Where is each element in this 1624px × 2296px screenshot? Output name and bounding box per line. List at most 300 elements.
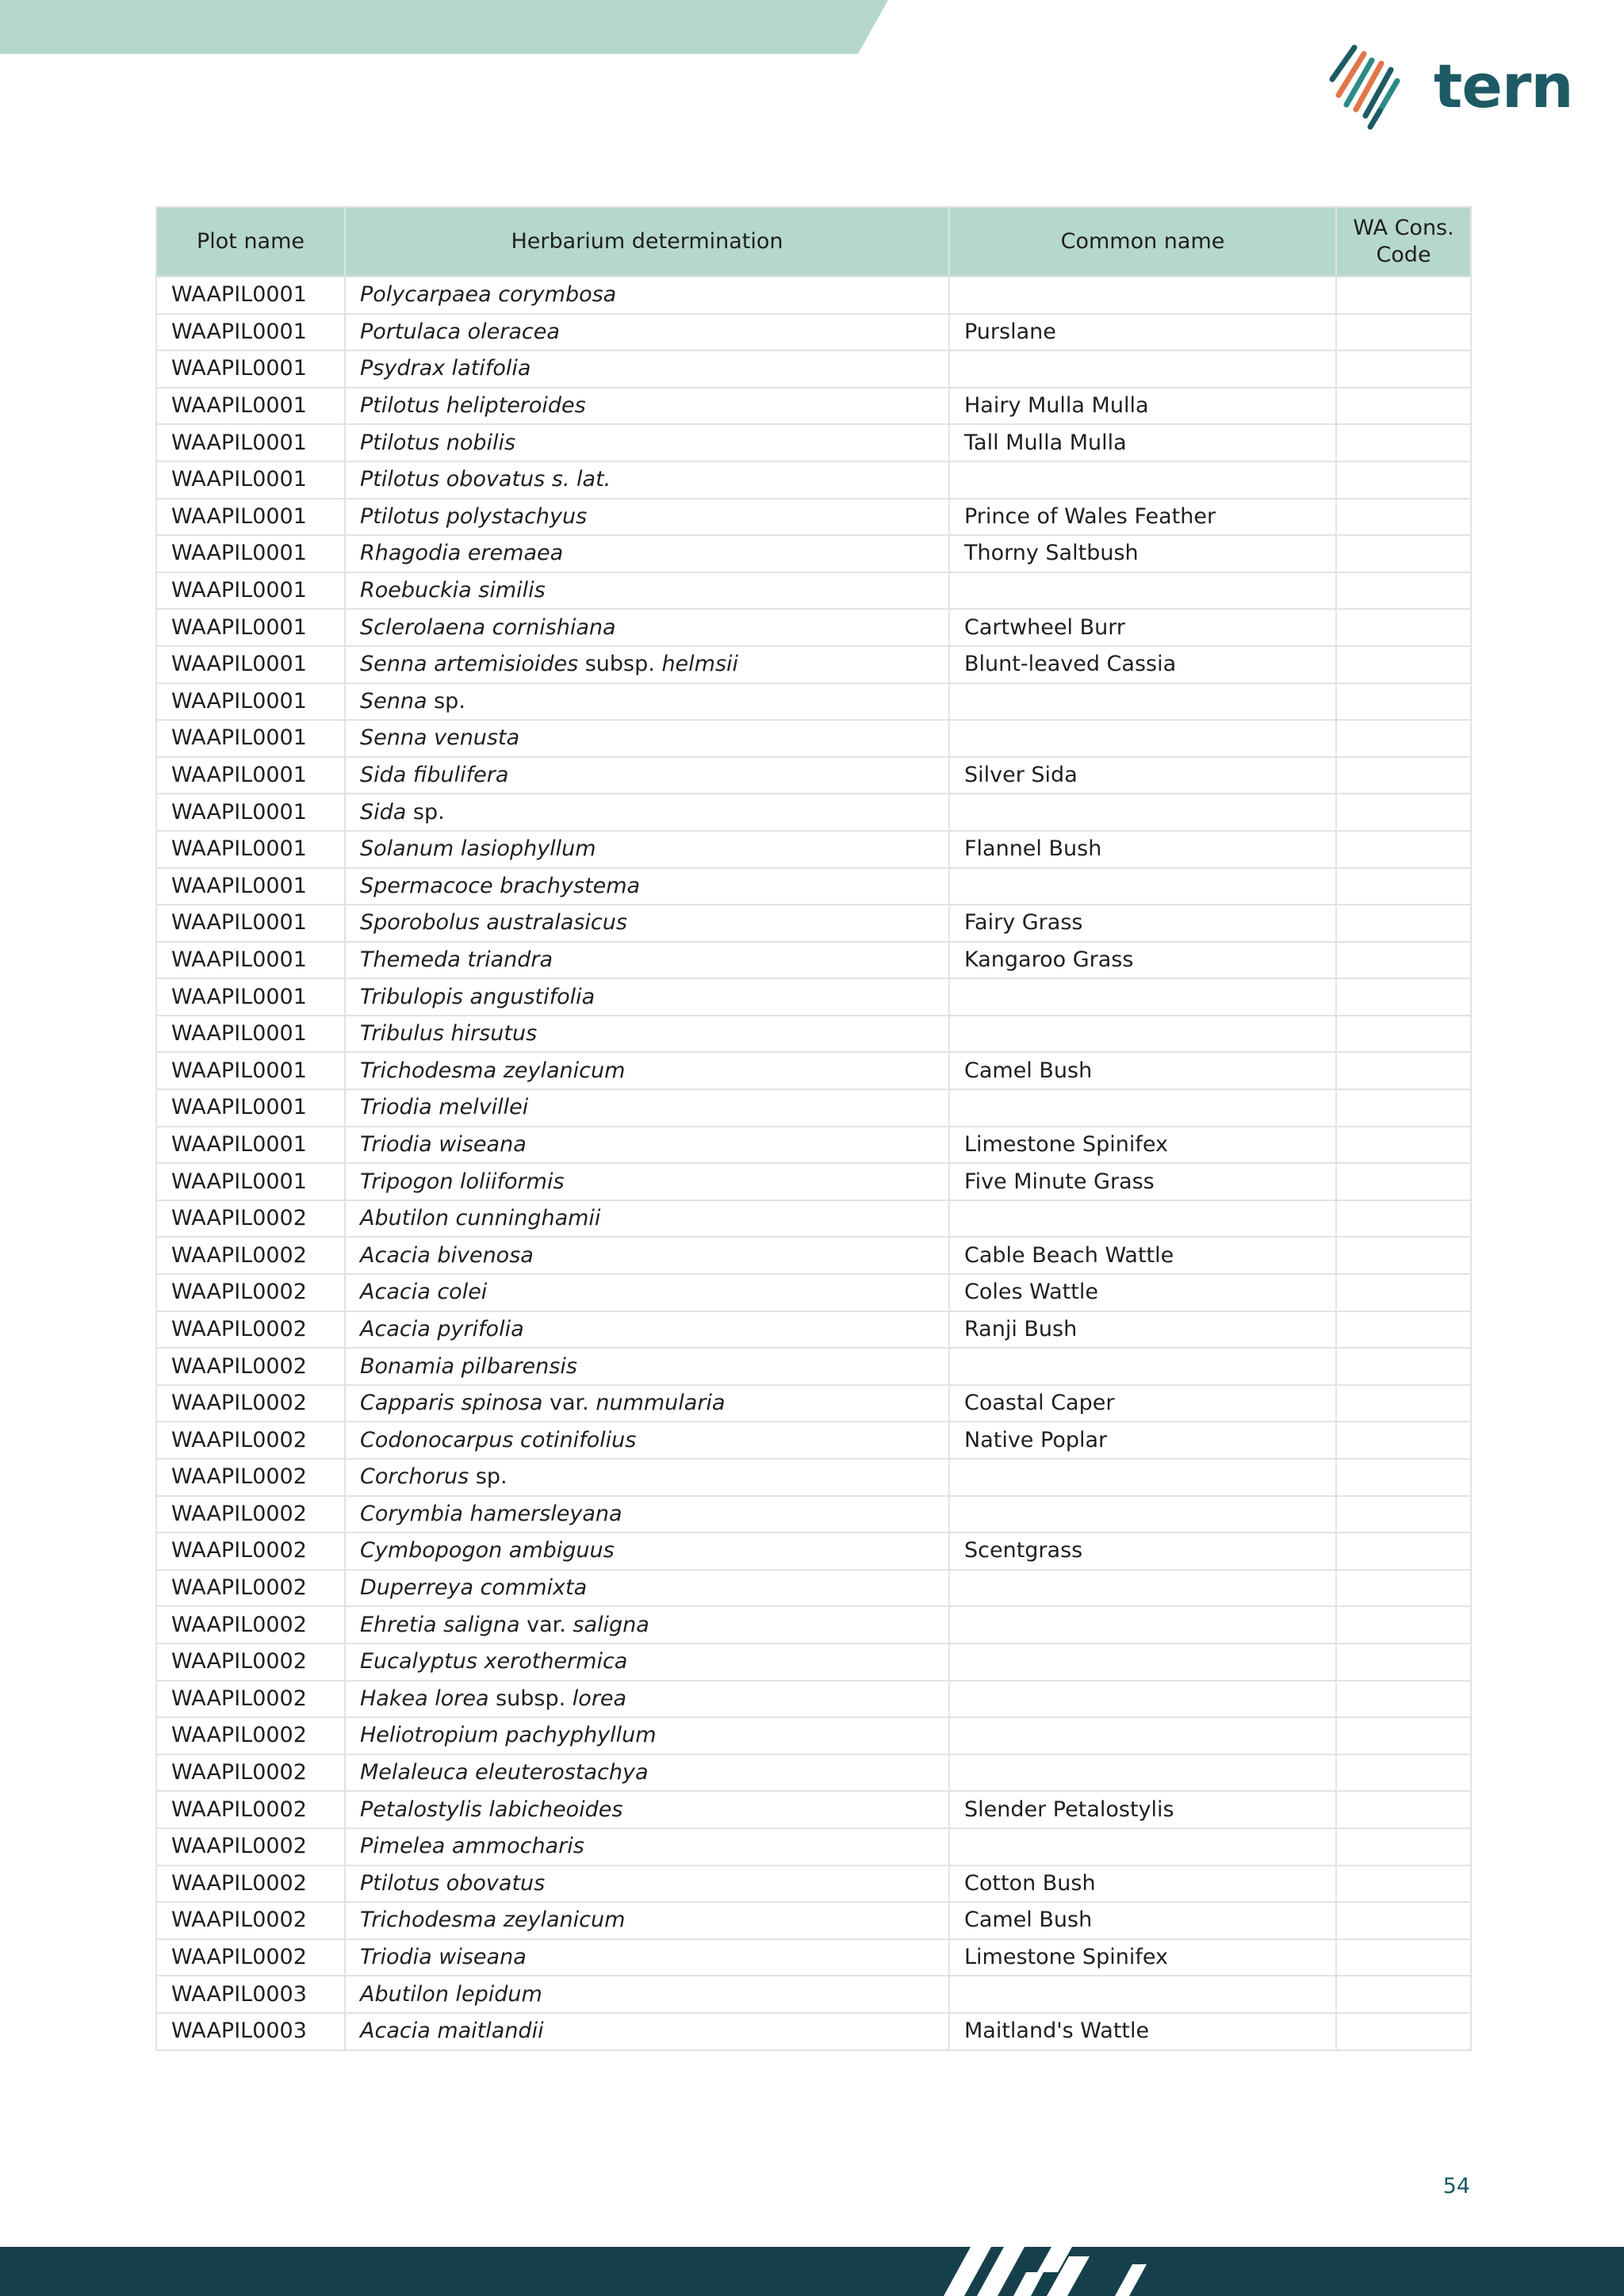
wa-cons-code-cell [1336,1644,1471,1681]
plot-name-cell: WAAPIL0001 [156,831,345,868]
table-row [156,683,1471,721]
table-row [156,978,1471,1016]
plot-name-cell: WAAPIL0002 [156,1791,345,1828]
plot-name-cell: WAAPIL0002 [156,1717,345,1755]
wa-cons-code-cell [1336,942,1471,979]
herbarium-determination-cell [345,535,949,572]
herbarium-determination-cell [345,942,949,979]
taxon-name-italic: Sida [360,799,407,825]
decorative-stripes-icon [928,2241,1166,2296]
table-row [156,1570,1471,1607]
herbarium-determination-cell [345,1200,949,1238]
taxon-name-italic: Trichodesma zeylanicum [360,1058,626,1083]
table-row [156,1828,1471,1866]
common-name-cell: Five Minute Grass [949,1163,1336,1200]
wa-cons-code-cell [1336,831,1471,868]
wa-cons-code-cell [1336,350,1471,388]
table-row [156,1422,1471,1459]
wa-cons-code-cell [1336,1791,1471,1828]
common-name-cell [949,572,1336,610]
common-name-cell [949,1570,1336,1607]
plot-name-cell: WAAPIL0002 [156,1828,345,1866]
common-name-cell [949,461,1336,499]
common-name-cell [949,1089,1336,1127]
common-name-cell: Purslane [949,314,1336,351]
wa-cons-code-cell [1336,757,1471,794]
common-name-cell [949,1717,1336,1755]
taxon-name-italic: Cymbopogon ambiguus [360,1538,615,1563]
table-row [156,868,1471,905]
footer-band [0,2247,1624,2296]
wa-cons-code-cell [1336,1348,1471,1385]
table-row [156,1163,1471,1200]
table-row [156,572,1471,610]
taxon-name-italic: Acacia maitlandii [360,2019,544,2044]
herbarium-determination-cell [345,1791,949,1828]
common-name-cell [949,1606,1336,1644]
herbarium-determination-cell [345,277,949,314]
plot-name-cell: WAAPIL0001 [156,1127,345,1164]
herbarium-determination-cell [345,1644,949,1681]
table-row [156,1237,1471,1274]
plot-name-cell: WAAPIL0002 [156,1939,345,1976]
common-name-cell: Fairy Grass [949,905,1336,942]
table-row [156,794,1471,831]
wa-cons-code-cell [1336,1200,1471,1238]
herbarium-determination-cell [345,350,949,388]
taxon-name-italic: saligna [573,1612,649,1637]
common-name-cell [949,350,1336,388]
taxon-name-italic: Codonocarpus cotinifolius [360,1427,637,1452]
plot-name-cell: WAAPIL0001 [156,609,345,646]
plot-name-cell: WAAPIL0002 [156,1459,345,1496]
wa-cons-code-cell [1336,1163,1471,1200]
taxon-name-italic: Acacia bivenosa [360,1242,534,1268]
plot-name-cell: WAAPIL0001 [156,499,345,536]
wa-cons-code-cell [1336,388,1471,425]
plot-name-cell: WAAPIL0002 [156,1385,345,1422]
plot-name-cell: WAAPIL0002 [156,1200,345,1238]
wa-cons-code-cell [1336,424,1471,461]
taxon-name-italic: Senna [360,688,427,714]
table-row [156,1200,1471,1238]
plot-name-cell: WAAPIL0001 [156,424,345,461]
herbarium-determination-cell [345,1533,949,1570]
plot-name-cell: WAAPIL0001 [156,277,345,314]
herbarium-determination-cell [345,1422,949,1459]
herbarium-determination-cell [345,1828,949,1866]
herbarium-determination-cell [345,1459,949,1496]
taxon-name-italic: Corchorus [360,1464,469,1490]
common-name-cell: Ranji Bush [949,1311,1336,1349]
taxon-rank-text: sp. [406,799,445,825]
plot-name-cell: WAAPIL0001 [156,461,345,499]
plot-name-cell: WAAPIL0001 [156,905,345,942]
common-name-cell [949,1200,1336,1238]
common-name-cell: Prince of Wales Feather [949,499,1336,536]
common-name-cell: Flannel Bush [949,831,1336,868]
common-name-cell [949,1828,1336,1866]
table-row [156,1644,1471,1681]
table-row [156,461,1471,499]
herbarium-determination-cell [345,720,949,757]
wa-cons-code-cell [1336,646,1471,683]
wa-cons-code-cell [1336,2013,1471,2050]
wa-cons-code-cell [1336,1570,1471,1607]
common-name-cell: Scentgrass [949,1533,1336,1570]
taxon-name-italic: Triodia melvillei [360,1095,529,1120]
table-row [156,388,1471,425]
header-accent-band [0,0,888,54]
table-row [156,1348,1471,1385]
taxon-name-italic: Sida fibulifera [360,763,509,788]
taxon-name-italic: Polycarpaea corymbosa [360,282,617,308]
taxon-name-italic: Tribulopis angustifolia [360,984,596,1009]
table-row [156,1681,1471,1718]
common-name-cell: Silver Sida [949,757,1336,794]
herbarium-determination-cell [345,499,949,536]
taxon-rank-text: sp. [469,1464,508,1490]
common-name-cell: Blunt-leaved Cassia [949,646,1336,683]
table-row [156,757,1471,794]
plot-name-cell: WAAPIL0001 [156,1016,345,1053]
taxon-name-italic: Trichodesma zeylanicum [360,1908,626,1933]
table-row [156,1902,1471,1939]
taxon-name-italic: Ptilotus helipteroides [360,393,586,419]
taxon-name-italic: Ptilotus polystachyus [360,503,588,529]
wa-cons-code-cell [1336,1311,1471,1349]
taxon-name-italic: Petalostylis labicheoides [360,1797,623,1822]
taxon-rank-text: subsp. [578,652,662,677]
taxon-name-italic: Bonamia pilbarensis [360,1353,577,1379]
wa-cons-code-cell [1336,720,1471,757]
taxon-rank-text: var. [519,1612,573,1637]
column-header-plot-name: Plot name [156,207,345,277]
table-row [156,1274,1471,1311]
table-row [156,1496,1471,1533]
plot-name-cell: WAAPIL0001 [156,1089,345,1127]
herbarium-determination-cell [345,1606,949,1644]
plot-name-cell: WAAPIL0001 [156,646,345,683]
wa-cons-code-cell [1336,868,1471,905]
plot-name-cell: WAAPIL0002 [156,1570,345,1607]
taxon-rank-text: subsp. [488,1686,573,1711]
table-row [156,350,1471,388]
wa-cons-code-cell [1336,1606,1471,1644]
table-row [156,277,1471,314]
plot-name-cell: WAAPIL0002 [156,1496,345,1533]
taxon-rank-text: var. [542,1391,596,1416]
taxon-name-italic: Rhagodia eremaea [360,541,564,566]
common-name-cell: Limestone Spinifex [949,1939,1336,1976]
common-name-cell: Kangaroo Grass [949,942,1336,979]
herbarium-determination-cell [345,1902,949,1939]
herbarium-determination-cell [345,978,949,1016]
taxon-name-italic: Abutilon lepidum [360,1981,542,2007]
herbarium-determination-cell [345,388,949,425]
plot-name-cell: WAAPIL0001 [156,683,345,721]
taxon-name-italic: Triodia wiseana [360,1945,527,1970]
taxon-name-italic: Ehretia saligna [360,1612,520,1637]
common-name-cell [949,1496,1336,1533]
common-name-cell [949,1016,1336,1053]
wa-cons-code-cell [1336,1089,1471,1127]
taxon-name-italic: Sclerolaena cornishiana [360,614,616,640]
herbarium-determination-cell [345,1348,949,1385]
taxon-name-italic: Roebuckia similis [360,578,546,603]
common-name-cell: Limestone Spinifex [949,1127,1336,1164]
common-name-cell [949,794,1336,831]
taxon-name-italic: Ptilotus nobilis [360,430,516,455]
taxon-name-italic: Heliotropium pachyphyllum [360,1723,657,1748]
table-row [156,1939,1471,1976]
plot-name-cell: WAAPIL0003 [156,2013,345,2050]
common-name-cell [949,978,1336,1016]
plot-name-cell: WAAPIL0001 [156,794,345,831]
common-name-cell [949,868,1336,905]
plot-name-cell: WAAPIL0001 [156,868,345,905]
taxon-rank-text: sp. [427,688,465,714]
herbarium-determination-cell [345,1939,949,1976]
plot-name-cell: WAAPIL0001 [156,572,345,610]
plot-name-cell: WAAPIL0001 [156,388,345,425]
herbarium-determination-cell [345,1717,949,1755]
taxon-name-italic: lorea [572,1686,627,1711]
common-name-cell [949,683,1336,721]
table-row [156,314,1471,351]
common-name-cell: Cartwheel Burr [949,609,1336,646]
table-row [156,646,1471,683]
common-name-cell: Thorny Saltbush [949,535,1336,572]
plot-name-cell: WAAPIL0001 [156,978,345,1016]
taxon-name-italic: Hakea lorea [360,1686,489,1711]
page-number: 54 [1442,2174,1470,2198]
wa-cons-code-cell [1336,794,1471,831]
herbarium-determination-cell [345,868,949,905]
taxon-name-italic: Tribulus hirsutus [360,1021,538,1047]
herbarium-determination-cell [345,2013,949,2050]
taxon-name-italic: Solanum lasiophyllum [360,836,596,862]
plot-name-cell: WAAPIL0002 [156,1422,345,1459]
herbarium-determination-cell [345,646,949,683]
herbarium-determination-cell [345,424,949,461]
table-row [156,609,1471,646]
common-name-cell [949,1976,1336,2013]
wa-cons-code-cell [1336,1976,1471,2013]
table-row [156,1052,1471,1089]
wa-cons-code-cell [1336,1496,1471,1533]
herbarium-determination-cell [345,1866,949,1903]
wa-cons-code-cell [1336,1127,1471,1164]
wa-cons-code-cell [1336,1274,1471,1311]
wa-cons-code-cell [1336,277,1471,314]
common-name-cell [949,1681,1336,1718]
common-name-cell [949,1644,1336,1681]
species-table [155,206,1472,2051]
wa-cons-code-cell [1336,461,1471,499]
herbarium-determination-cell [345,1755,949,1792]
herbarium-determination-cell [345,1052,949,1089]
plot-name-cell: WAAPIL0002 [156,1533,345,1570]
plot-name-cell: WAAPIL0001 [156,720,345,757]
wa-cons-code-cell [1336,1052,1471,1089]
plot-name-cell: WAAPIL0001 [156,1052,345,1089]
herbarium-determination-cell [345,757,949,794]
plot-name-cell: WAAPIL0002 [156,1902,345,1939]
column-header-common-name: Common name [949,207,1336,277]
taxon-name-italic: Senna artemisioides [360,652,579,677]
taxon-name-italic: helmsii [661,652,739,677]
table-row [156,424,1471,461]
herbarium-determination-cell [345,1163,949,1200]
herbarium-determination-cell [345,1681,949,1718]
common-name-cell: Cable Beach Wattle [949,1237,1336,1274]
herbarium-determination-cell [345,1274,949,1311]
table-row [156,905,1471,942]
taxon-name-italic: Spermacoce brachystema [360,873,641,898]
herbarium-determination-cell [345,1127,949,1164]
table-row [156,2013,1471,2050]
wa-cons-code-cell [1336,905,1471,942]
wa-cons-code-cell [1336,572,1471,610]
taxon-name-italic: Duperreya commixta [360,1575,588,1601]
herbarium-determination-cell [345,1496,949,1533]
herbarium-determination-cell [345,905,949,942]
common-name-cell [949,720,1336,757]
herbarium-determination-cell [345,1089,949,1127]
wa-cons-code-cell [1336,1717,1471,1755]
wa-cons-code-cell [1336,499,1471,536]
table-row [156,1791,1471,1828]
wa-cons-code-cell [1336,1902,1471,1939]
wa-cons-code-cell [1336,1422,1471,1459]
plot-name-cell: WAAPIL0003 [156,1976,345,2013]
table-row [156,1385,1471,1422]
table-row [156,720,1471,757]
herbarium-determination-cell [345,683,949,721]
table-row [156,1089,1471,1127]
plot-name-cell: WAAPIL0001 [156,942,345,979]
table-row [156,1311,1471,1349]
table-row [156,1866,1471,1903]
wa-cons-code-cell [1336,1459,1471,1496]
table-row [156,1606,1471,1644]
table-row [156,499,1471,536]
plot-name-cell: WAAPIL0002 [156,1348,345,1385]
common-name-cell: Maitland's Wattle [949,2013,1336,2050]
taxon-name-italic: Portulaca oleracea [360,319,560,344]
table-row [156,831,1471,868]
taxon-name-italic: Corymbia hamersleyana [360,1501,622,1526]
taxon-name-italic: Sporobolus australasicus [360,910,627,936]
common-name-cell: Native Poplar [949,1422,1336,1459]
plot-name-cell: WAAPIL0001 [156,350,345,388]
common-name-cell [949,1755,1336,1792]
table-row [156,1717,1471,1755]
common-name-cell: Camel Bush [949,1902,1336,1939]
table-row [156,1755,1471,1792]
wa-cons-code-cell [1336,535,1471,572]
common-name-cell [949,1459,1336,1496]
plot-name-cell: WAAPIL0002 [156,1644,345,1681]
common-name-cell: Cotton Bush [949,1866,1336,1903]
wa-cons-code-cell [1336,1755,1471,1792]
taxon-name-italic: Tripogon loliiformis [360,1169,565,1194]
common-name-cell: Hairy Mulla Mulla [949,388,1336,425]
herbarium-determination-cell [345,1570,949,1607]
taxon-name-italic: Themeda triandra [360,947,553,972]
wa-cons-code-cell [1336,609,1471,646]
taxon-name-italic: nummularia [596,1391,726,1416]
plot-name-cell: WAAPIL0002 [156,1866,345,1903]
tern-logo-text: tern [1434,51,1573,121]
taxon-name-italic: Ptilotus obovatus [360,1870,546,1896]
herbarium-determination-cell [345,1385,949,1422]
wa-cons-code-cell [1336,1385,1471,1422]
table-row [156,1016,1471,1053]
wa-cons-code-cell [1336,683,1471,721]
wa-cons-code-cell [1336,314,1471,351]
plot-name-cell: WAAPIL0002 [156,1237,345,1274]
wa-cons-code-cell [1336,1828,1471,1866]
wa-cons-code-cell [1336,1016,1471,1053]
common-name-cell [949,1348,1336,1385]
taxon-name-italic: Ptilotus obovatus s. lat. [360,467,611,492]
plot-name-cell: WAAPIL0002 [156,1606,345,1644]
wa-cons-code-cell [1336,1866,1471,1903]
plot-name-cell: WAAPIL0002 [156,1681,345,1718]
herbarium-determination-cell [345,461,949,499]
table-row [156,1976,1471,2013]
wa-cons-code-cell [1336,978,1471,1016]
herbarium-determination-cell [345,609,949,646]
plot-name-cell: WAAPIL0002 [156,1311,345,1349]
taxon-name-italic: Capparis spinosa [360,1391,543,1416]
common-name-cell: Slender Petalostylis [949,1791,1336,1828]
wa-cons-code-cell [1336,1533,1471,1570]
plot-name-cell: WAAPIL0001 [156,757,345,794]
herbarium-determination-cell [345,314,949,351]
herbarium-determination-cell [345,1016,949,1053]
column-header-wa-cons-code: WA Cons. Code [1336,207,1471,277]
herbarium-determination-cell [345,1237,949,1274]
taxon-name-italic: Triodia wiseana [360,1131,527,1157]
wa-cons-code-cell [1336,1681,1471,1718]
plot-name-cell: WAAPIL0001 [156,1163,345,1200]
taxon-name-italic: Eucalyptus xerothermica [360,1649,628,1674]
common-name-cell [949,277,1336,314]
taxon-name-italic: Psydrax latifolia [360,356,531,381]
wa-cons-code-cell [1336,1237,1471,1274]
wa-cons-code-cell [1336,1939,1471,1976]
herbarium-determination-cell [345,572,949,610]
taxon-name-italic: Abutilon cunninghamii [360,1206,601,1231]
herbarium-determination-cell [345,1976,949,2013]
taxon-name-italic: Acacia colei [360,1280,488,1305]
table-header-row [156,207,1471,277]
taxon-name-italic: Acacia pyrifolia [360,1316,524,1341]
taxon-name-italic: Pimelea ammocharis [360,1834,584,1859]
herbarium-determination-cell [345,831,949,868]
taxon-name-italic: Senna venusta [360,725,520,751]
common-name-cell: Coles Wattle [949,1274,1336,1311]
plot-name-cell: WAAPIL0002 [156,1274,345,1311]
plot-name-cell: WAAPIL0001 [156,314,345,351]
herbarium-determination-cell [345,1311,949,1349]
table-row [156,1127,1471,1164]
plot-name-cell: WAAPIL0001 [156,535,345,572]
taxon-name-italic: Melaleuca eleuterostachya [360,1760,649,1785]
